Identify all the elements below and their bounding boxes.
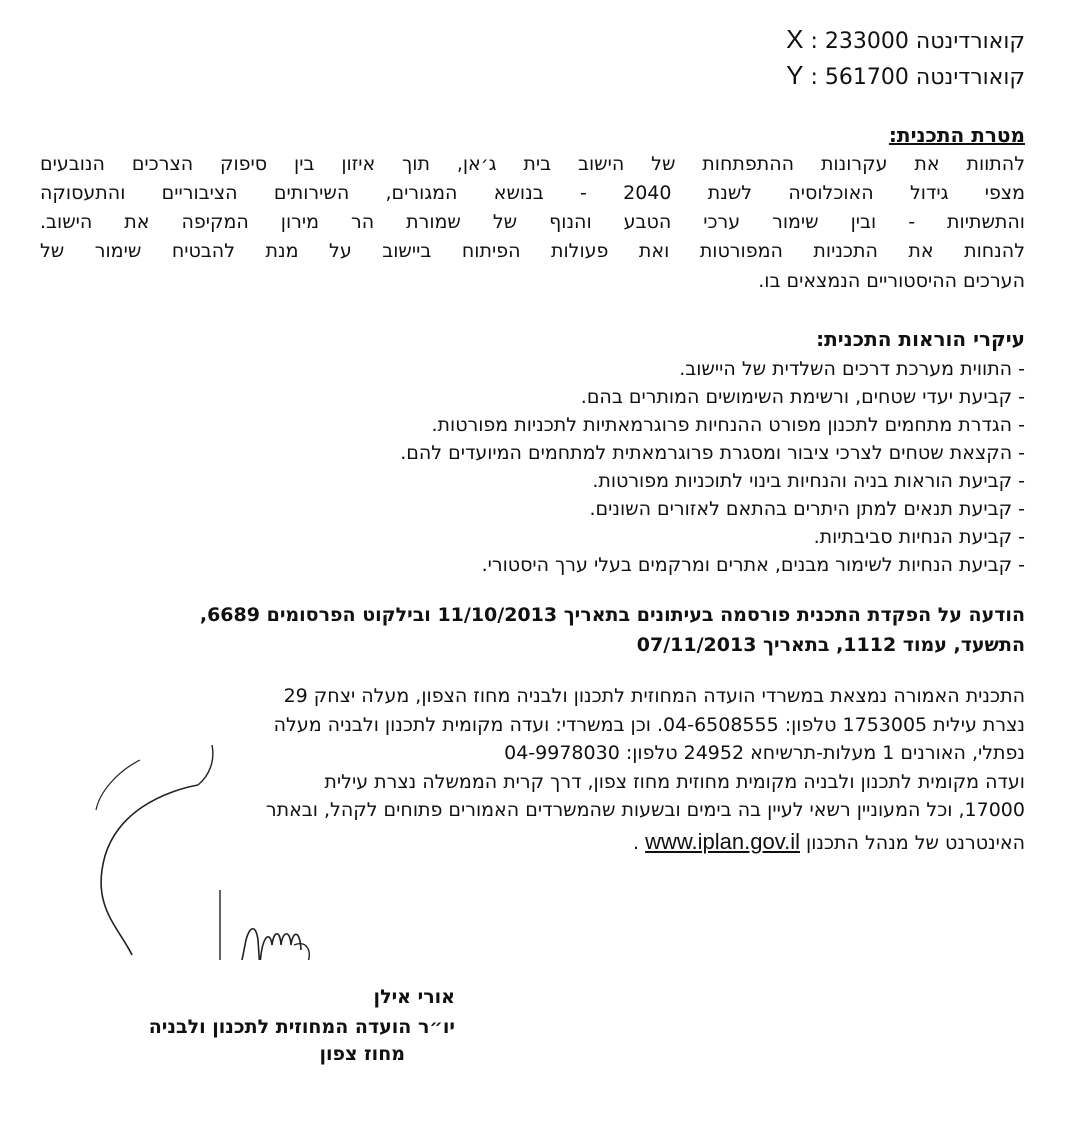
provision-item: - הקצאת שטחים לצרכי ציבור ומסגרת פרוגרמאתית למתחמים המיועדים להם. (400, 442, 1025, 464)
location-line-4: ועדה מקומית לתכנון ולבניה מקומית מחוזית מחוז צפון, דרך קרית הממשלה נצרת עילית (324, 771, 1025, 793)
purpose-heading: מטרת התכנית: (888, 123, 1025, 147)
purpose-line-3: והתשתיות - ובין שימור ערכי הטבע והנוף של שמורת הר מירון המקיפה את הישוב. (40, 211, 1025, 233)
coordinate-x: קואורדינטה X : 233000 (786, 24, 1025, 54)
location-line-3: נפתלי, האורנים 1 מעלות-תרשיחא 24952 טלפון: 04-9978030 (504, 742, 1025, 764)
signatory-title: יו״ר הועדה המחוזית לתכנון ולבניה (148, 1016, 455, 1038)
coordinate-y-value: 561700 (824, 65, 909, 90)
notice-line-2: התשעד, עמוד 1112, בתאריך 07/11/2013 (636, 634, 1025, 656)
location-line-2: נצרת עילית 1753005 טלפון: 04-6508555. וכן במשרדי: ועדה מקומית לתכנון ולבניה מעלה (273, 714, 1025, 736)
location-line-6-text: האינטרנט של מנהל התכנון (806, 832, 1025, 854)
signatory-name: אורי אילן (373, 986, 455, 1008)
iplan-website-link[interactable]: www.iplan.gov.il (645, 829, 800, 854)
provision-item: - קביעת תנאים למתן היתרים בהתאם לאזורים השונים. (589, 498, 1025, 520)
purpose-line-1: להתוות את עקרונות ההתפתחות של הישוב בית ג׳אן, תוך איזון בין סיפוק הצרכים הנובעים (40, 153, 1025, 175)
purpose-line-5: הערכים ההיסטוריים הנמצאים בו. (758, 270, 1025, 292)
coordinate-x-axis: X (786, 24, 804, 54)
purpose-line-2: מצפי גידול האוכלוסיה לשנת 2040 - בנושא המגורים, השירותים הציבוריים והתעסוקה (40, 182, 1025, 204)
location-line-5: 17000, וכל המעוניין רשאי לעיין בה בימים ובשעות שהמשרדים האמורים פתוחים לקהל, ובאתר (265, 799, 1025, 821)
signatory-district: מחוז צפון (319, 1043, 405, 1065)
location-line-6 (633, 828, 1025, 857)
provision-item: - קביעת יעדי שטחים, ורשימת השימושים המותרים בהם. (580, 386, 1025, 408)
provision-item: - התווית מערכת דרכים השלדית של היישוב. (679, 358, 1025, 380)
provisions-heading: עיקרי הוראות התכנית: (816, 327, 1025, 351)
provision-item: - קביעת הנחיות סביבתיות. (813, 526, 1025, 548)
coordinate-y: קואורדינטה Y : 561700 (786, 60, 1025, 90)
location-line-1: התכנית האמורה נמצאת במשרדי הועדה המחוזית לתכנון ולבניה מחוז הצפון, מעלה יצחק 29 (283, 685, 1025, 707)
end-dot: . (633, 832, 640, 854)
handwritten-signature (80, 730, 380, 960)
provision-item: - קביעת הנחיות לשימור מבנים, אתרים ומרקמים בעלי ערך היסטורי. (481, 554, 1025, 576)
notice-line-1: הודעה על הפקדת התכנית פורסמה בעיתונים בתאריך 11/10/2013 ובילקוט הפרסומים 6689, (199, 604, 1025, 626)
coordinate-x-value: 233000 (824, 29, 909, 54)
coordinate-y-axis: Y (786, 60, 804, 90)
coordinate-y-label: קואורדינטה (915, 65, 1025, 90)
provision-item: - קביעת הוראות בניה והנחיות בינוי לתוכניות מפורטות. (592, 470, 1025, 492)
coordinate-x-label: קואורדינטה (915, 29, 1025, 54)
provision-item: - הגדרת מתחמים לתכנון מפורט ההנחיות פרוגרמאתיות לתכניות מפורטות. (431, 414, 1025, 436)
purpose-line-4: להנחות את התכניות המפורטות ואת פעולות הפיתוח ביישוב על מנת להבטיח שימור של (40, 240, 1025, 262)
